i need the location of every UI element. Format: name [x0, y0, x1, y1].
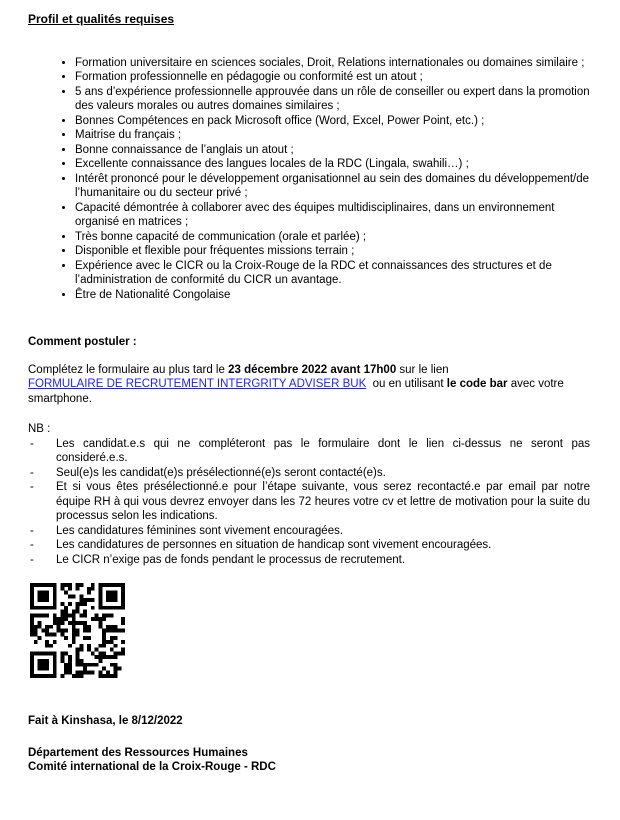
nb-item: - Et si vous êtes présélectionné.e pour l’étape suivante, vous serez recontacté.e par email par notre équipe RH à qui vous devrez envoyer dans les 72 heures votre cv et lettre de motivation pour la suite du processus selon les indications.: [28, 480, 590, 524]
apply-text: avec votre smartphone.: [28, 378, 564, 405]
apply-text: sur le lien: [396, 363, 449, 376]
bullet-item: • Excellente connaissance des langues locales de la RDC (Lingala, swahili…) ;: [75, 157, 590, 172]
recruitment-form-link[interactable]: FORMULAIRE DE RECRUTEMENT INTERGRITY ADVISER BUK: [28, 378, 367, 390]
bullet-item: • Expérience avec le CICR ou la Croix-Rouge de la RDC et connaissances des structures et de l’administration de conformité du CICR un avantage.: [75, 259, 590, 288]
bullet-item: • Formation universitaire en sciences sociales, Droit, Relations internationales ou domaines similaire ;: [75, 56, 590, 71]
signature-block: [28, 746, 590, 775]
nb-item: - Les candidat.e.s qui ne compléteront pas le formulaire dont le lien ci-dessus ne seront pas consideré.e.s.: [28, 437, 590, 466]
date-place-line: Fait à Kinshasa, le 8/12/2022: [28, 715, 183, 727]
page-title: Profil et qualités requises: [28, 12, 175, 26]
bullet-item: • 5 ans d’expérience professionnelle approuvée dans un rôle de conseiller ou expert dans la promotion des valeurs morales ou autres domaines similaires ;: [75, 85, 590, 114]
bullet-item: • Intérêt prononcé pour le développement organisationnel au sein des domaines du développement/de l’humanitaire ou du secteur privé ;: [75, 172, 590, 201]
bullet-item: • Bonne connaissance de l’anglais un atout ;: [75, 143, 590, 158]
bullet-item: • Bonnes Compétences en pack Microsoft office (Word, Excel, Power Point, etc.) ;: [75, 114, 590, 129]
hr-department-line: Département des Ressources Humaines: [28, 746, 248, 759]
apply-text: ou en utilisant: [366, 378, 447, 390]
nb-item: - Les candidatures féminines sont vivement encouragées.: [28, 524, 590, 539]
bullet-item: • Formation professionnelle en pédagogie ou conformité est un atout ;: [75, 70, 590, 85]
nb-item: - Le CICR n’exige pas de fonds pendant le processus de recrutement.: [28, 553, 590, 568]
apply-heading: Comment postuler :: [28, 336, 137, 348]
apply-text: Complétez le formulaire au plus tard le: [28, 363, 229, 376]
bullet-item: • Être de Nationalité Congolaise: [75, 288, 590, 303]
bullet-item: • Maitrise du français ;: [75, 128, 590, 143]
nb-item: - Les candidatures de personnes en situation de handicap sont vivement encouragées.: [28, 538, 590, 553]
nb-item: - Seul(e)s les candidat(e)s présélectionné(e)s seront contacté(e)s.: [28, 466, 590, 481]
nb-label: NB :: [28, 423, 51, 435]
bullet-item: • Très bonne capacité de communication (orale et parlée) ;: [75, 230, 590, 245]
organization-line: Comité international de la Croix-Rouge - RDC: [28, 761, 276, 773]
profile-bullet-list: [28, 56, 590, 303]
bullet-item: • Capacité démontrée à collaborer avec des équipes multidisciplinaires, dans un environnement organisé en matrices ;: [75, 201, 590, 230]
qr-code-icon: [30, 583, 125, 678]
code-bar-text: le code bar: [446, 378, 508, 390]
nb-list: [28, 437, 590, 568]
deadline-text: 23 décembre 2022 avant 17h00: [228, 363, 397, 376]
bullet-item: • Disponible et flexible pour fréquentes missions terrain ;: [75, 244, 590, 259]
apply-paragraph: [28, 363, 590, 407]
